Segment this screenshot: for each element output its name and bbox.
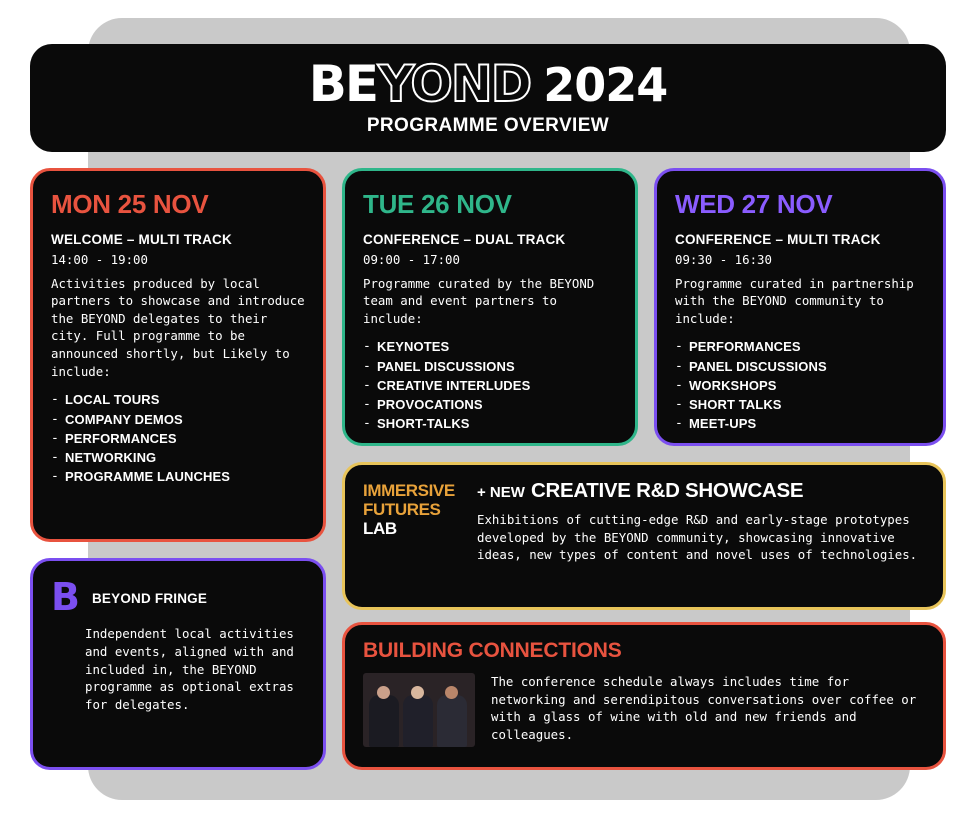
- list-item: - PANEL DISCUSSIONS: [363, 357, 617, 376]
- showcase-content: [477, 479, 925, 593]
- bullet-list-monday: [51, 390, 305, 486]
- day-title-wednesday: WED 27 NOV: [675, 189, 833, 219]
- immersive-futures-lab-logo: [363, 479, 467, 593]
- time-range-tuesday: 09:00 - 17:00: [363, 252, 460, 267]
- list-item: - PROVOCATIONS: [363, 395, 617, 414]
- showcase-heading-row: [477, 479, 925, 503]
- fringe-monogram-icon: B: [51, 575, 80, 619]
- header-banner: [30, 44, 946, 152]
- list-item: - CREATIVE INTERLUDES: [363, 376, 617, 395]
- showcase-description: Exhibitions of cutting-edge R&D and early-stage prototypes developed by the BEYOND community, showcasing innovative ideas, new types of content and novel uses of technologies.: [477, 512, 918, 563]
- list-item: - NETWORKING: [51, 448, 305, 467]
- fringe-title: BEYOND FRINGE: [91, 591, 208, 606]
- list-item: - PERFORMANCES: [51, 429, 305, 448]
- logo-yond: YOND: [377, 55, 531, 113]
- list-item: - KEYNOTES: [363, 337, 617, 356]
- connections-row: [363, 673, 925, 747]
- day-card-tuesday: [342, 168, 638, 446]
- day-card-monday: [30, 168, 326, 542]
- day-title-tuesday: TUE 26 NOV: [363, 189, 512, 219]
- iflab-line-3: LAB: [363, 519, 397, 539]
- creative-rd-showcase-card: [342, 462, 946, 610]
- fringe-heading-row: [51, 575, 305, 619]
- connections-title: BUILDING CONNECTIONS: [363, 639, 622, 662]
- track-label-tuesday: CONFERENCE – DUAL TRACK: [363, 232, 566, 247]
- plus-new-label: + NEW: [477, 484, 525, 501]
- logo-year: 2024: [543, 58, 668, 112]
- list-item: - PANEL DISCUSSIONS: [675, 357, 925, 376]
- iflab-line-2: FUTURES: [363, 500, 441, 520]
- list-item: - SHORT-TALKS: [363, 414, 617, 433]
- building-connections-card: [342, 622, 946, 770]
- showcase-title: CREATIVE R&D SHOWCASE: [530, 479, 804, 502]
- description-tuesday: Programme curated by the BEYOND team and event partners to include:: [363, 275, 595, 326]
- connections-description: The conference schedule always includes time for networking and serendipitous conversations over coffee or with a glass of wine with old and new friends and colleagues.: [491, 674, 917, 742]
- header-subtitle: PROGRAMME OVERVIEW: [366, 115, 610, 136]
- bullet-list-wednesday: [675, 337, 925, 433]
- day-title-monday: MON 25 NOV: [51, 189, 209, 219]
- track-label-wednesday: CONFERENCE – MULTI TRACK: [675, 232, 881, 247]
- time-range-monday: 14:00 - 19:00: [51, 252, 148, 267]
- track-label-monday: WELCOME – MULTI TRACK: [51, 232, 232, 247]
- description-monday: Activities produced by local partners to showcase and introduce the BEYOND delegates to their city. Full programme to be announced shortly, but Likely to include:: [51, 275, 305, 379]
- bullet-list-tuesday: [363, 337, 617, 433]
- list-item: - WORKSHOPS: [675, 376, 925, 395]
- list-item: - PROGRAMME LAUNCHES: [51, 467, 305, 486]
- list-item: - MEET-UPS: [675, 414, 925, 433]
- list-item: - SHORT TALKS: [675, 395, 925, 414]
- day-card-wednesday: [654, 168, 946, 446]
- fringe-description: Independent local activities and events, aligned with and included in, the BEYOND programme as optional extras for delegates.: [85, 626, 294, 712]
- description-wednesday: Programme curated in partnership with the BEYOND community to include:: [675, 275, 914, 326]
- beyond-fringe-card: [30, 558, 326, 770]
- list-item: - COMPANY DEMOS: [51, 410, 305, 429]
- page-title: [308, 55, 668, 113]
- logo-be: BE: [308, 55, 377, 113]
- list-item: - LOCAL TOURS: [51, 390, 305, 409]
- delegates-photo: [363, 673, 475, 747]
- list-item: - PERFORMANCES: [675, 337, 925, 356]
- time-range-wednesday: 09:30 - 16:30: [675, 252, 772, 267]
- iflab-line-1: IMMERSIVE: [363, 481, 455, 500]
